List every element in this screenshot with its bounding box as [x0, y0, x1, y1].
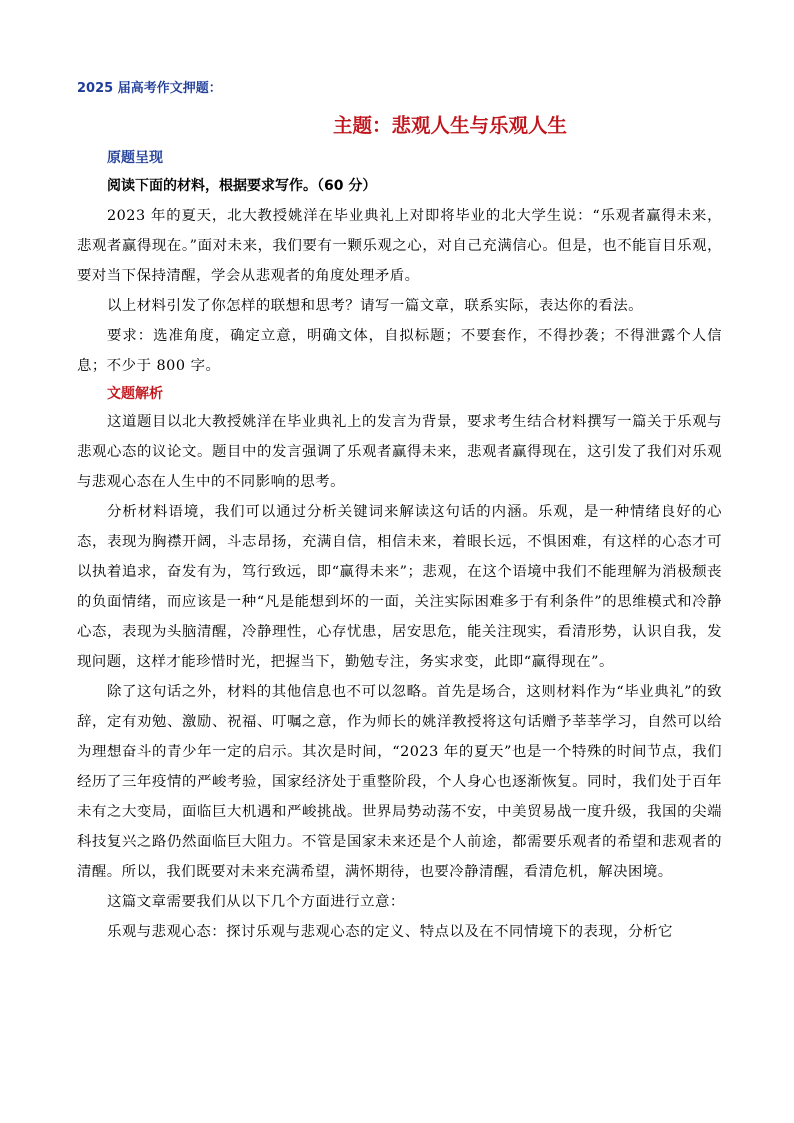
analysis-paragraph: 乐观与悲观心态：探讨乐观与悲观心态的定义、特点以及在不同情境下的表现，分析它	[107, 924, 673, 940]
section-heading-original-question: 原题呈现	[107, 150, 163, 166]
prompt-paragraph: 以上材料引发了你怎样的联想和思考？请写一篇文章，联系实际，表达你的看法。	[107, 298, 644, 314]
material-paragraph: 2023 年的夏天，北大教授姚洋在毕业典礼上对即将毕业的北大学生说：“乐观者赢得未来，悲观者赢得现在。”面对未来，我们要有一颗乐观之心，对自己充满信心。但是，也不能盲目乐观，要对当下保持清醒，学会从悲观者的角度处理矛盾。	[77, 208, 722, 284]
section-heading-analysis: 文题解析	[107, 386, 163, 402]
series-label: 2025 届高考作文押题：	[77, 81, 222, 96]
document-title: 主题：悲观人生与乐观人生	[332, 114, 567, 137]
analysis-paragraph: 这道题目以北大教授姚洋在毕业典礼上的发言为背景，要求考生结合材料撰写一篇关于乐观与悲观心态的议论文。题目中的发言强调了乐观者赢得未来，悲观者赢得现在，这引发了我们对乐观与悲观心态在人生中的不同影响的思考。	[77, 414, 722, 490]
analysis-paragraph: 分析材料语境，我们可以通过分析关键词来解读这句话的内涵。乐观，是一种情绪良好的心态，表现为胸襟开阔，斗志昂扬，充满自信，相信未来，着眼长远，不惧困难，有这样的心态才可以执着追求，奋发有为，笃行致远，即“赢得未来”；悲观，在这个语境中我们不能理解为消极颓丧的负面情绪，而应该是一种“凡是能想到坏的一面，关注实际困难多于有利条件”的思维模式和冷静心态，表现为头脑清醒，冷静理性，心存忧患，居安思危，能关注现实，看清形势，认识自我，发现问题，这样才能珍惜时光，把握当下，勤勉专注，务实求变，此即“赢得现在”。	[77, 504, 722, 670]
document-content	[77, 75, 722, 947]
writing-instruction: 阅读下面的材料，根据要求写作。（60 分）	[107, 178, 377, 194]
analysis-paragraph: 这篇文章需要我们从以下几个方面进行立意：	[107, 894, 405, 910]
analysis-paragraph: 除了这句话之外，材料的其他信息也不可以忽略。首先是场合，这则材料作为“毕业典礼”的致辞，定有劝勉、激励、祝福、叮嘱之意，作为师长的姚洋教授将这句话赠予莘莘学习，自然可以给为理想奋斗的青少年一定的启示。其次是时间，“2023 年的夏天”也是一个特殊的时间节点，我们经历了三年疫情的严峻考验，国家经济处于重整阶段，个人身心也逐渐恢复。同时，我们处于百年未有之大变局，面临巨大机遇和严峻挑战。世界局势动荡不安，中美贸易战一度升级，我国的尖端科技复兴之路仍然面临巨大阻力。不管是国家未来还是个人前途，都需要乐观者的希望和悲观者的清醒。所以，我们既要对未来充满希望，满怀期待，也要冷静清醒，看清危机，解决困境。	[77, 684, 722, 880]
requirements-paragraph: 要求：选准角度，确定立意，明确文体，自拟标题；不要套作，不得抄袭；不得泄露个人信息；不少于 800 字。	[77, 328, 722, 374]
